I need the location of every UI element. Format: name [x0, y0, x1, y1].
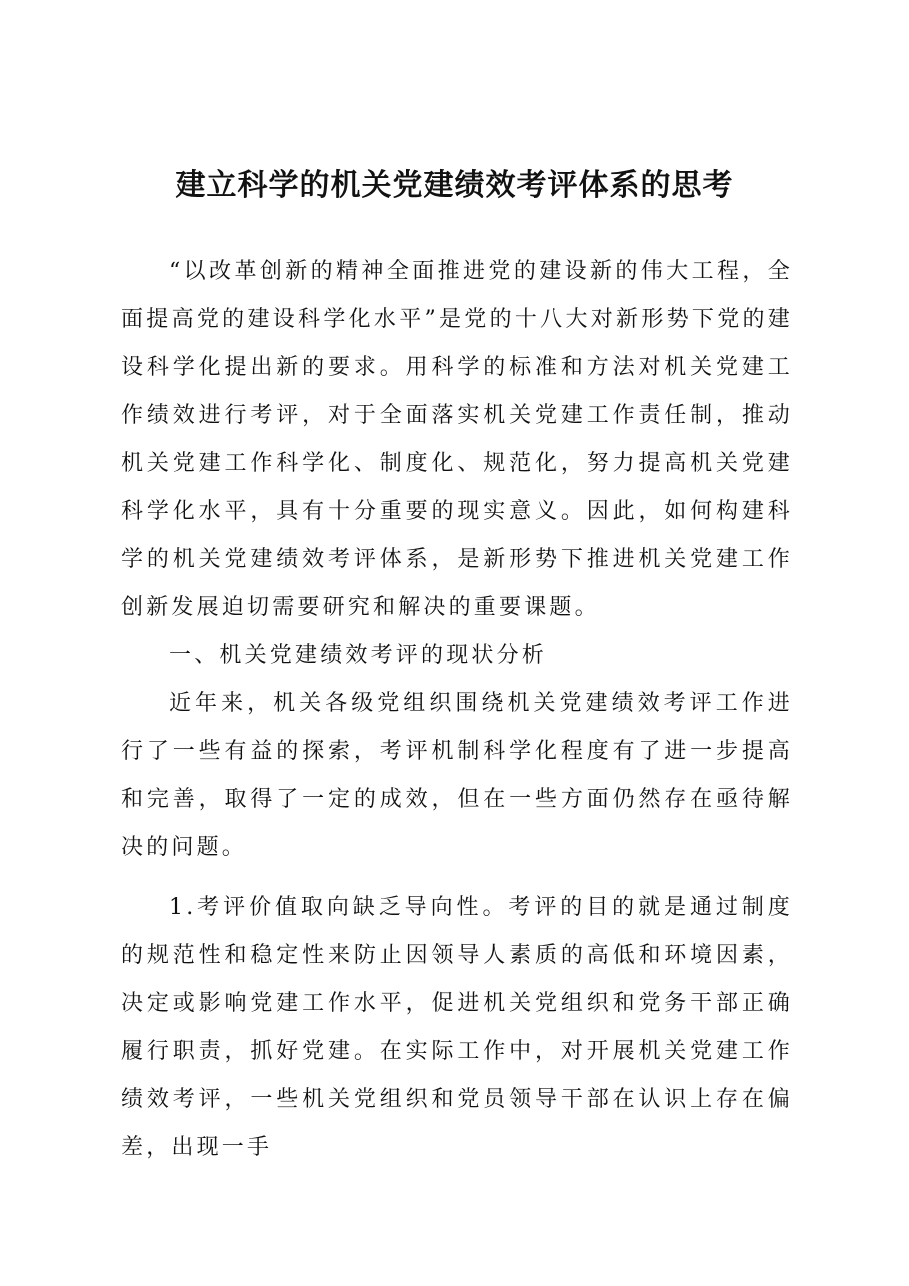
paragraph-status: 近年来，机关各级党组织围绕机关党建绩效考评工作进行了一些有益的探索，考评机制科学化程度有了进一步提高和完善，取得了一定的成效，但在一些方面仍然存在亟待解决的问题。 — [121, 691, 793, 860]
document-body — [121, 248, 793, 1172]
paragraph-point-1: 1.考评价值取向缺乏导向性。考评的目的就是通过制度的规范性和稳定性来防止因领导人素质的高低和环境因素，决定或影响党建工作水平，促进机关党组织和党务干部正确履行职责，抓好党建。在实际工作中，对开展机关党建工作绩效考评，一些机关党组织和党员领导干部在认识上存在偏差，出现一手 — [121, 895, 793, 1160]
section-heading-1: 一、机关党建绩效考评的现状分析 — [169, 643, 548, 668]
document-title: 建立科学的机关党建绩效考评体系的思考 — [175, 168, 734, 203]
paragraph-intro: “以改革创新的精神全面推进党的建设新的伟大工程，全面提高党的建设科学化水平”是党的十八大对新形势下党的建设科学化提出新的要求。用科学的标准和方法对机关党建工作绩效进行考评，对于全面落实机关党建工作责任制，推动机关党建工作科学化、制度化、规范化，努力提高机关党建科学化水平，具有十分重要的现实意义。因此，如何构建科学的机关党建绩效考评体系，是新形势下推进机关党建工作创新发展迫切需要研究和解决的重要课题。 — [121, 259, 793, 620]
